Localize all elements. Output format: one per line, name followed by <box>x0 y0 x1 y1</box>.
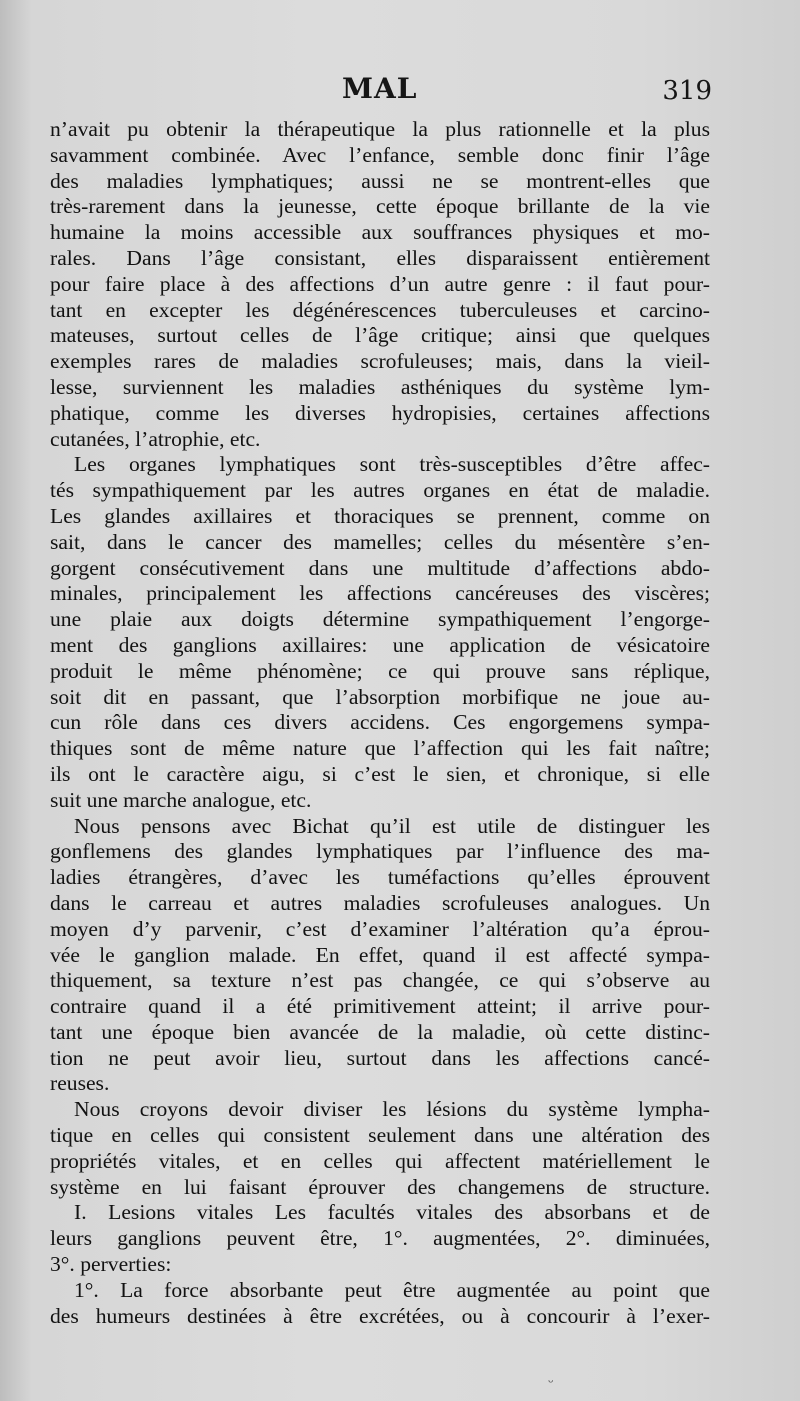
text-line: thiquement, sa texture n’est pas changée, ce qui s’observe au <box>50 968 710 993</box>
text-line: I. Lesions vitales Les facultés vitales des absorbans et de <box>74 1200 710 1225</box>
body-text <box>50 117 710 1329</box>
text-line: gonflemens des glandes lymphatiques par l’influence des ma- <box>50 839 710 864</box>
text-line: tés sympathiquement par les autres organes en état de maladie. <box>50 478 710 503</box>
text-line: produit le même phénomène; ce qui prouve sans réplique, <box>50 658 710 683</box>
text-line: exemples rares de maladies scrofuleuses; mais, dans la vieil- <box>50 349 710 374</box>
text-line: tant en excepter les dégénérescences tuberculeuses et carcino- <box>50 297 710 322</box>
text-line: ment des ganglions axillaires: une application de vésicatoire <box>50 632 710 657</box>
text-line: dans le carreau et autres maladies scrofuleuses analogues. Un <box>50 890 710 915</box>
text-line: 1°. La force absorbante peut être augmentée au point que <box>74 1277 710 1302</box>
page-number: 319 <box>662 76 712 106</box>
text-line: leurs ganglions peuvent être, 1°. augmentées, 2°. diminuées, <box>50 1226 710 1251</box>
text-line: 3°. perverties: <box>50 1252 172 1277</box>
text-line: tique en celles qui consistent seulement dans une altération des <box>50 1123 710 1148</box>
text-line: moyen d’y parvenir, c’est d’examiner l’altération qu’a éprou- <box>50 916 710 941</box>
text-line: des humeurs destinées à être excrétées, ou à concourir à l’exer- <box>50 1303 710 1328</box>
text-line: n’avait pu obtenir la thérapeutique la plus rationnelle et la plus <box>50 117 710 141</box>
text-line: rales. Dans l’âge consistant, elles disparaissent entièrement <box>50 245 710 270</box>
running-head: MAL <box>342 72 418 105</box>
text-line: ladies étrangères, d’avec les tuméfactions qu’elles éprouvent <box>50 865 710 890</box>
text-line: Nous croyons devoir diviser les lésions du système lympha- <box>74 1097 710 1122</box>
text-line: système en lui faisant éprouver des changemens de structure. <box>50 1174 710 1199</box>
text-line: vée le ganglion malade. En effet, quand il est affecté sympa- <box>50 942 710 967</box>
text-line: ils ont le caractère aigu, si c’est le sien, et chronique, si elle <box>50 761 710 786</box>
text-line: mateuses, surtout celles de l’âge critique; ainsi que quelques <box>50 323 710 348</box>
text-line: humaine la moins accessible aux souffrances physiques et mo- <box>50 220 710 245</box>
text-line: cun rôle dans ces divers accidens. Ces engorgemens sympa- <box>50 710 710 735</box>
text-line: lesse, surviennent les maladies asthéniques du système lym- <box>50 374 710 399</box>
text-line: tant une époque bien avancée de la maladie, où cette distinc- <box>50 1019 710 1044</box>
text-line: tion ne peut avoir lieu, surtout dans les affections cancé- <box>50 1045 710 1070</box>
page-header <box>52 72 712 112</box>
text-line: Les organes lymphatiques sont très-susceptibles d’être affec- <box>74 452 710 477</box>
text-line: gorgent consécutivement dans une multitude d’affections abdo- <box>50 555 710 580</box>
text-line: savamment combinée. Avec l’enfance, semble donc finir l’âge <box>50 142 710 167</box>
text-line: cutanées, l’atrophie, etc. <box>50 426 261 451</box>
text-line: une plaie aux doigts détermine sympathiquement l’engorge- <box>50 607 710 632</box>
text-line: très-rarement dans la jeunesse, cette époque brillante de la vie <box>50 194 710 219</box>
text-line: sait, dans le cancer des mamelles; celles du mésentère s’en- <box>50 529 710 554</box>
text-line: minales, principalement les affections cancéreuses des viscères; <box>50 581 710 606</box>
text-line: reuses. <box>50 1071 110 1096</box>
text-line: soit dit en passant, que l’absorption morbifique ne joue au- <box>50 684 710 709</box>
text-line: suit une marche analogue, etc. <box>50 787 312 812</box>
text-line: Nous pensons avec Bichat qu’il est utile de distinguer les <box>74 813 710 838</box>
text-line: des maladies lymphatiques; aussi ne se montrent-elles que <box>50 168 710 193</box>
text-line: propriétés vitales, et en celles qui affectent matériellement le <box>50 1148 710 1173</box>
text-line: Les glandes axillaires et thoraciques se prennent, comme on <box>50 503 710 528</box>
print-mark: ᵕ <box>548 1375 554 1391</box>
text-line: thiques sont de même nature que l’affection qui les fait naître; <box>50 736 710 761</box>
text-line: phatique, comme les diverses hydropisies, certaines affections <box>50 400 710 425</box>
text-line: pour faire place à des affections d’un autre genre : il faut pour- <box>50 271 710 296</box>
text-line: contraire quand il a été primitivement atteint; il arrive pour- <box>50 994 710 1019</box>
